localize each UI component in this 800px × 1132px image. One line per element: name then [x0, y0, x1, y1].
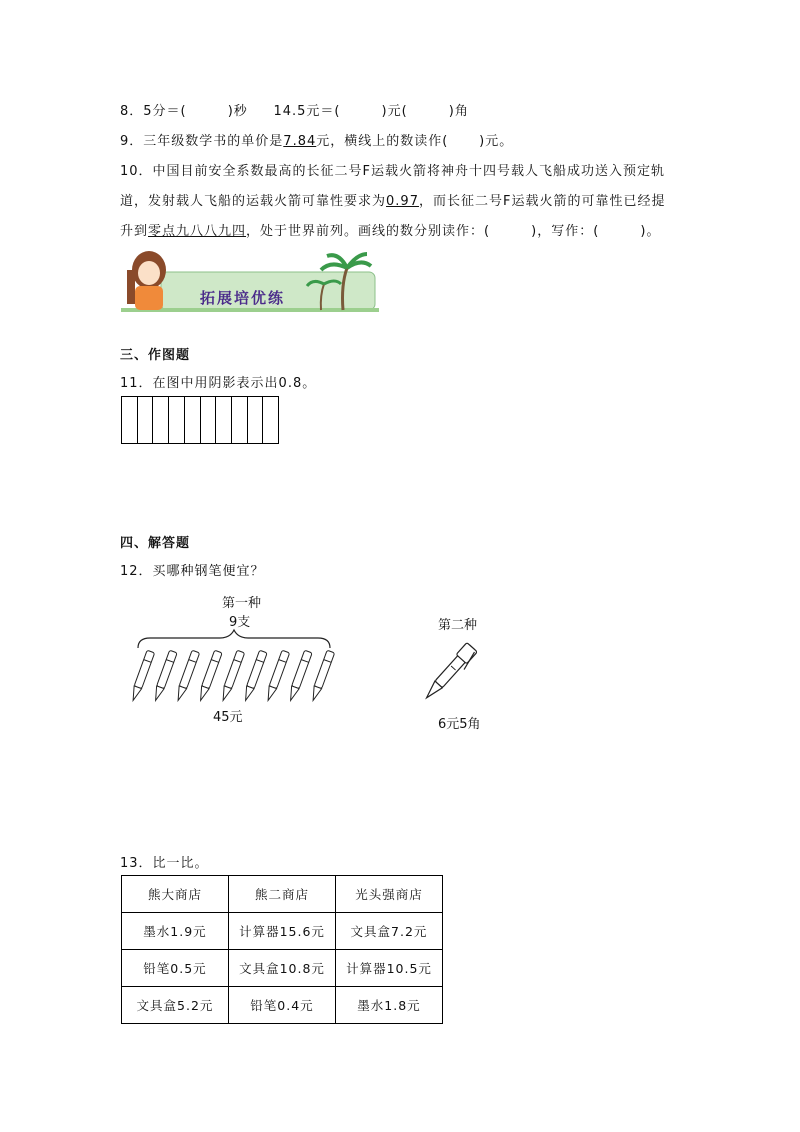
underlined-number: 0.97 [386, 194, 419, 209]
grid-cell[interactable] [153, 397, 169, 443]
table-row [122, 913, 443, 950]
table-cell: 文具盒5.2元 [122, 987, 229, 1024]
pen-icon [264, 650, 289, 702]
grid-cell[interactable] [185, 397, 201, 443]
shading-grid[interactable] [121, 396, 279, 444]
table-row [122, 987, 443, 1024]
pen-icon [174, 650, 199, 702]
grid-cell[interactable] [232, 397, 248, 443]
table-cell: 墨水1.9元 [122, 913, 229, 950]
question-9: 9．三年级数学书的单价是7.84元，横线上的数读作( )元。 [120, 134, 514, 149]
table-row [122, 950, 443, 987]
question-12: 12．买哪种钢笔便宜？ [120, 564, 265, 579]
question-11: 11．在图中用阴影表示出0.8。 [120, 376, 317, 391]
table-header: 光头强商店 [336, 876, 443, 913]
pen-icon [309, 650, 334, 702]
table-header: 熊二商店 [229, 876, 336, 913]
grid-cell[interactable] [216, 397, 232, 443]
grid-cell[interactable] [122, 397, 138, 443]
table-cell: 墨水1.8元 [336, 987, 443, 1024]
first-kind-count: 9支 [229, 615, 251, 630]
answer-blank[interactable] [408, 104, 449, 119]
question-number: 8． [120, 104, 144, 119]
answer-blank[interactable] [187, 104, 228, 119]
banner-title: 拓展培优练 [200, 289, 286, 307]
question-10-line-2: 道，发射载人飞船的运载火箭可靠性要求为0.97，而长征二号F运载火箭的可靠性已经提 [120, 194, 666, 209]
pen-icon [287, 650, 312, 702]
section-3-title: 三、作图题 [120, 348, 191, 363]
grid-cell[interactable] [138, 397, 154, 443]
second-kind-title: 第二种 [438, 618, 478, 633]
question-8: 8．5分＝( )秒 14.5元＝( )元( )角 [120, 104, 469, 119]
answer-blank[interactable] [340, 104, 381, 119]
section-4-title: 四、解答题 [120, 536, 191, 551]
underlined-number: 7.84 [283, 134, 317, 149]
brace [138, 630, 330, 648]
table-header-row [122, 876, 443, 913]
first-kind-title: 第一种 [222, 596, 262, 611]
table-header: 熊大商店 [122, 876, 229, 913]
pen-icon [412, 636, 484, 712]
table-cell: 计算器10.5元 [336, 950, 443, 987]
pen-icon [219, 650, 244, 702]
grid-cell[interactable] [201, 397, 217, 443]
pen-icon [242, 650, 267, 702]
grid-cell[interactable] [169, 397, 185, 443]
pen-icon [197, 650, 222, 702]
grid-cell[interactable] [248, 397, 264, 443]
answer-blank[interactable] [599, 224, 640, 239]
grid-cell[interactable] [263, 397, 278, 443]
pen-icon [129, 650, 154, 702]
table-cell: 文具盒10.8元 [229, 950, 336, 987]
question-10-line-3: 升到零点九八八九四，处于世界前列。画线的数分别读作：( )，写作：( )。 [120, 224, 661, 239]
pen-icon [152, 650, 177, 702]
table-cell: 计算器15.6元 [229, 913, 336, 950]
pen-group [120, 628, 348, 708]
second-kind-price: 6元5角 [438, 717, 481, 732]
table-cell: 铅笔0.5元 [122, 950, 229, 987]
underlined-number: 零点九八八九四 [148, 224, 247, 239]
question-10-line-1: 10．中国目前安全系数最高的长征二号F运载火箭将神舟十四号载人飞船成功送入预定轨 [120, 164, 666, 179]
first-kind-price: 45元 [213, 710, 243, 725]
table-cell: 铅笔0.4元 [229, 987, 336, 1024]
answer-blank[interactable] [448, 134, 479, 149]
answer-blank[interactable] [490, 224, 531, 239]
price-table [121, 875, 443, 1024]
question-13: 13．比一比。 [120, 856, 209, 871]
table-cell: 文具盒7.2元 [336, 913, 443, 950]
